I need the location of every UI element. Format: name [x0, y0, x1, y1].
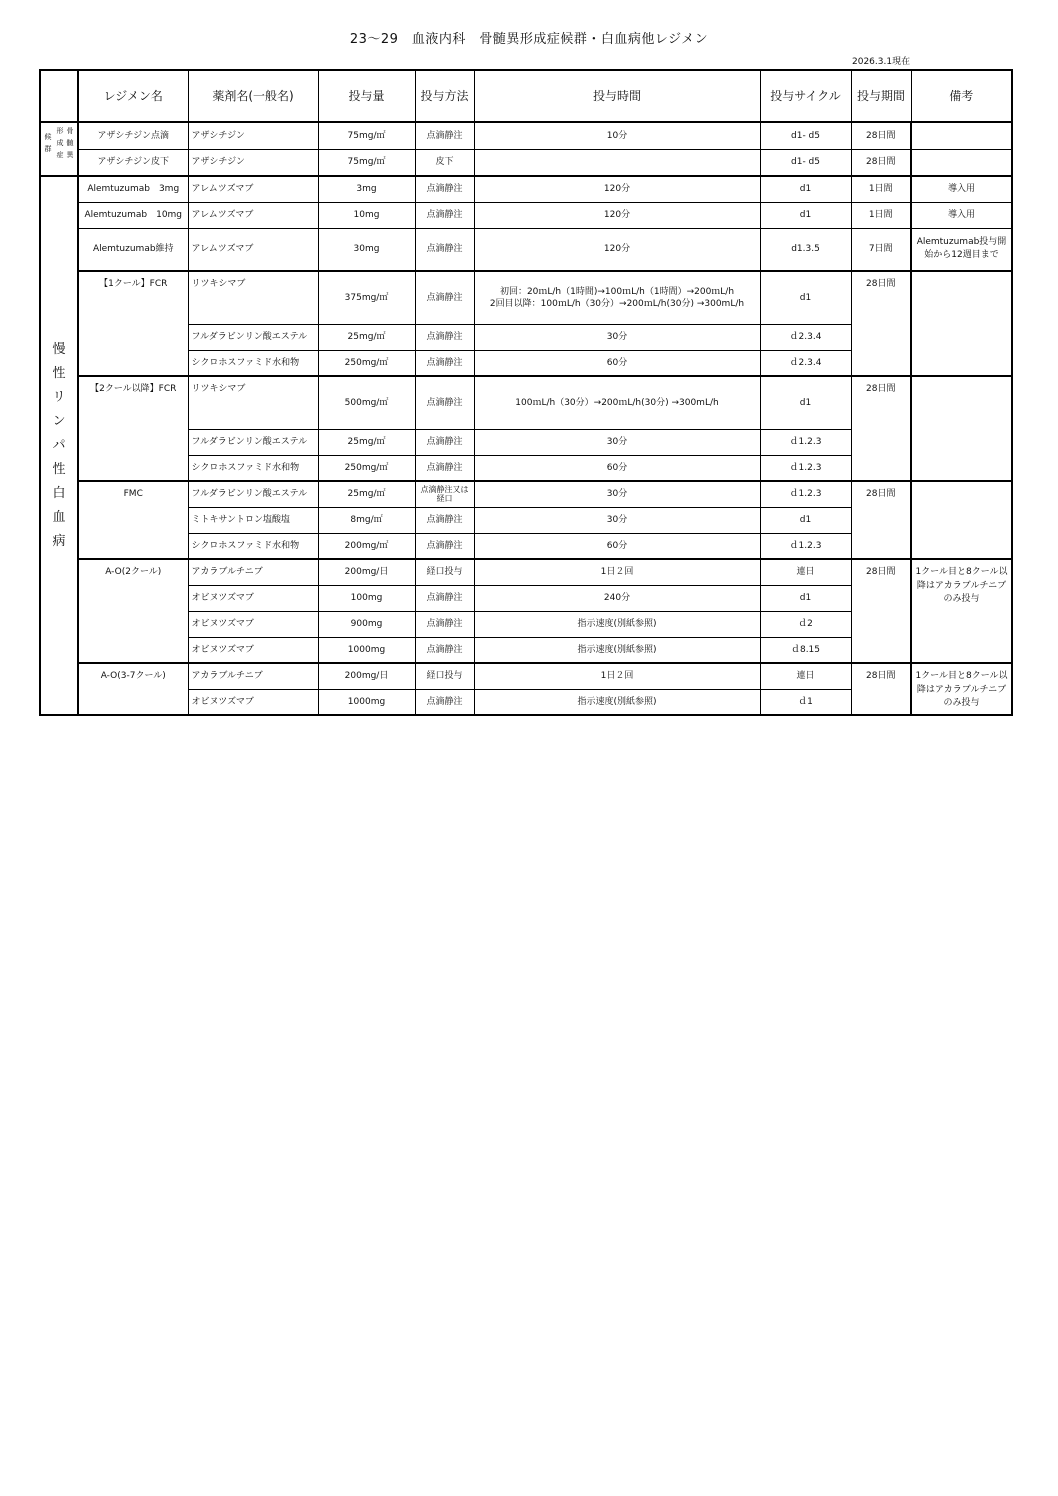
cycle: 連日	[760, 663, 851, 689]
table-row	[40, 176, 1012, 202]
as-of-date: 2026.3.1現在	[852, 57, 911, 67]
regimen-name: Alemtuzumab維持	[78, 228, 188, 271]
drug-name: オビヌツズマブ	[188, 637, 318, 663]
regimen-name: アザシチジン点滴	[78, 122, 188, 149]
table-row	[40, 202, 1012, 228]
drug-name: フルダラビンリン酸エステル	[188, 481, 318, 507]
method: 点滴静注	[415, 611, 474, 637]
period: 28日間	[851, 149, 911, 176]
drug-name: アザシチジン	[188, 122, 318, 149]
time: 120分	[474, 176, 760, 202]
cycle: ｄ2.3.4	[760, 350, 851, 376]
cycle: ｄ1.2.3	[760, 429, 851, 455]
note: 1クール目と8クール以降はアカラブルチニブのみ投与	[911, 663, 1012, 715]
dose: 200mg/日	[318, 559, 415, 585]
regimen-name: Alemtuzumab 10mg	[78, 202, 188, 228]
cycle: ｄ1.2.3	[760, 455, 851, 481]
drug-name: アレムツズマブ	[188, 176, 318, 202]
time: 30分	[474, 481, 760, 507]
dose: 250mg/㎡	[318, 350, 415, 376]
cycle: ｄ1.2.3	[760, 533, 851, 559]
time: 指示速度(別紙参照)	[474, 611, 760, 637]
cycle: ｄ2	[760, 611, 851, 637]
drug-name: オビヌツズマブ	[188, 611, 318, 637]
period: 28日間	[851, 559, 911, 663]
method: 点滴静注	[415, 507, 474, 533]
regimen-table	[39, 69, 1013, 716]
regimen-name: FMC	[78, 481, 188, 559]
drug-name: アカラブルチニブ	[188, 559, 318, 585]
dose: 75mg/㎡	[318, 149, 415, 176]
dose: 30mg	[318, 228, 415, 271]
drug-name: シクロホスファミド水和物	[188, 533, 318, 559]
header-period: 投与期間	[851, 70, 911, 122]
category-cll-label: 慢 性 リ ン パ 性 白 血 病	[52, 341, 66, 549]
time: 100ｍL/h（30分）→200ｍL/h(30分) →300mL/h	[474, 376, 760, 429]
method: 点滴静注又は経口	[415, 481, 474, 507]
cycle: d1	[760, 507, 851, 533]
category-mds	[40, 122, 78, 176]
drug-name: アカラブルチニブ	[188, 663, 318, 689]
cycle: d1	[760, 585, 851, 611]
category-mds-label: 骨 髄 異 形 成 症 候 群	[44, 127, 74, 159]
regimen-name: Alemtuzumab 3mg	[78, 176, 188, 202]
drug-name: オビヌツズマブ	[188, 689, 318, 715]
table-row	[40, 149, 1012, 176]
header-category	[40, 70, 78, 122]
dose: 25mg/㎡	[318, 429, 415, 455]
dose: 10mg	[318, 202, 415, 228]
drug-name: シクロホスファミド水和物	[188, 455, 318, 481]
dose: 500mg/㎡	[318, 376, 415, 429]
time: 1日２回	[474, 663, 760, 689]
drug-name: ミトキサントロン塩酸塩	[188, 507, 318, 533]
note	[911, 376, 1012, 481]
header-drug: 薬剤名(一般名)	[188, 70, 318, 122]
dose: 3mg	[318, 176, 415, 202]
category-cll	[40, 176, 78, 715]
regimen-name: 【2クール以降】FCR	[78, 376, 188, 481]
dose: 200mg/㎡	[318, 533, 415, 559]
dose: 1000mg	[318, 689, 415, 715]
note: 1クール目と8クール以降はアカラブルチニブのみ投与	[911, 559, 1012, 663]
note: 導入用	[911, 202, 1012, 228]
header-time: 投与時間	[474, 70, 760, 122]
note	[911, 481, 1012, 559]
method: 点滴静注	[415, 637, 474, 663]
regimen-name: アザシチジン皮下	[78, 149, 188, 176]
cycle: d1- d5	[760, 122, 851, 149]
period: 28日間	[851, 271, 911, 376]
dose: 100mg	[318, 585, 415, 611]
regimen-name: 【1クール】FCR	[78, 271, 188, 376]
drug-name: アザシチジン	[188, 149, 318, 176]
drug-name: オビヌツズマブ	[188, 585, 318, 611]
header-method: 投与方法	[415, 70, 474, 122]
cycle: d1	[760, 271, 851, 324]
drug-name: アレムツズマブ	[188, 228, 318, 271]
drug-name: アレムツズマブ	[188, 202, 318, 228]
cycle: ｄ1	[760, 689, 851, 715]
method: 点滴静注	[415, 228, 474, 271]
cycle: d1	[760, 376, 851, 429]
page-title: 23～29 血液内科 骨髄異形成症候群・白血病他レジメン	[349, 32, 709, 47]
drug-name: シクロホスファミド水和物	[188, 350, 318, 376]
method: 点滴静注	[415, 350, 474, 376]
time: 指示速度(別紙参照)	[474, 689, 760, 715]
table-row	[40, 559, 1012, 585]
method: 点滴静注	[415, 689, 474, 715]
dose: 25mg/㎡	[318, 481, 415, 507]
time: 初回：20ｍL/h（1時間)→100ｍL/h（1時間）→200ｍL/h 2回目以降：100ｍL/h（30分）→200ｍL/h(30分) →300mL/h	[474, 271, 760, 324]
note	[911, 122, 1012, 149]
dose: 375mg/㎡	[318, 271, 415, 324]
header-note: 備考	[911, 70, 1012, 122]
period: 28日間	[851, 376, 911, 481]
cycle: ｄ8.15	[760, 637, 851, 663]
method: 点滴静注	[415, 455, 474, 481]
period: 1日間	[851, 202, 911, 228]
time	[474, 149, 760, 176]
time: 120分	[474, 202, 760, 228]
time: 30分	[474, 429, 760, 455]
drug-name: リツキシマブ	[188, 376, 318, 429]
period: 7日間	[851, 228, 911, 271]
method: 点滴静注	[415, 202, 474, 228]
period: 28日間	[851, 663, 911, 715]
method: 点滴静注	[415, 176, 474, 202]
dose: 1000mg	[318, 637, 415, 663]
time: 120分	[474, 228, 760, 271]
dose: 200mg/日	[318, 663, 415, 689]
cycle: d1- d5	[760, 149, 851, 176]
time: 60分	[474, 455, 760, 481]
method: 点滴静注	[415, 429, 474, 455]
dose: 8mg/㎡	[318, 507, 415, 533]
table-row	[40, 271, 1012, 324]
cycle: ｄ1.2.3	[760, 481, 851, 507]
header-cycle: 投与サイクル	[760, 70, 851, 122]
dose: 25mg/㎡	[318, 324, 415, 350]
cycle: 連日	[760, 559, 851, 585]
header-dose: 投与量	[318, 70, 415, 122]
dose: 250mg/㎡	[318, 455, 415, 481]
cycle: ｄ2.3.4	[760, 324, 851, 350]
method: 皮下	[415, 149, 474, 176]
note: Alemtuzumab投与開始から12週目まで	[911, 228, 1012, 271]
method: 点滴静注	[415, 271, 474, 324]
regimen-name: A-O(2クール)	[78, 559, 188, 663]
table-row	[40, 228, 1012, 271]
dose: 75mg/㎡	[318, 122, 415, 149]
note	[911, 271, 1012, 376]
header-row	[40, 70, 1012, 122]
drug-name: フルダラビンリン酸エステル	[188, 324, 318, 350]
period: 1日間	[851, 176, 911, 202]
drug-name: フルダラビンリン酸エステル	[188, 429, 318, 455]
cycle: d1	[760, 202, 851, 228]
time: 30分	[474, 324, 760, 350]
method: 経口投与	[415, 559, 474, 585]
method: 点滴静注	[415, 324, 474, 350]
note	[911, 149, 1012, 176]
cycle: d1.3.5	[760, 228, 851, 271]
note: 導入用	[911, 176, 1012, 202]
method: 点滴静注	[415, 585, 474, 611]
table-row	[40, 481, 1012, 507]
method: 点滴静注	[415, 122, 474, 149]
method: 点滴静注	[415, 533, 474, 559]
time: 10分	[474, 122, 760, 149]
time: 指示速度(別紙参照)	[474, 637, 760, 663]
drug-name: リツキシマブ	[188, 271, 318, 324]
method: 点滴静注	[415, 376, 474, 429]
regimen-name: A-O(3-7クール)	[78, 663, 188, 715]
method: 経口投与	[415, 663, 474, 689]
cycle: d1	[760, 176, 851, 202]
time: 60分	[474, 350, 760, 376]
table-row	[40, 663, 1012, 689]
time: 30分	[474, 507, 760, 533]
time: 240分	[474, 585, 760, 611]
time: 60分	[474, 533, 760, 559]
table-row	[40, 122, 1012, 149]
table-row	[40, 376, 1012, 429]
period: 28日間	[851, 481, 911, 559]
time: 1日２回	[474, 559, 760, 585]
header-regimen: レジメン名	[78, 70, 188, 122]
dose: 900mg	[318, 611, 415, 637]
period: 28日間	[851, 122, 911, 149]
